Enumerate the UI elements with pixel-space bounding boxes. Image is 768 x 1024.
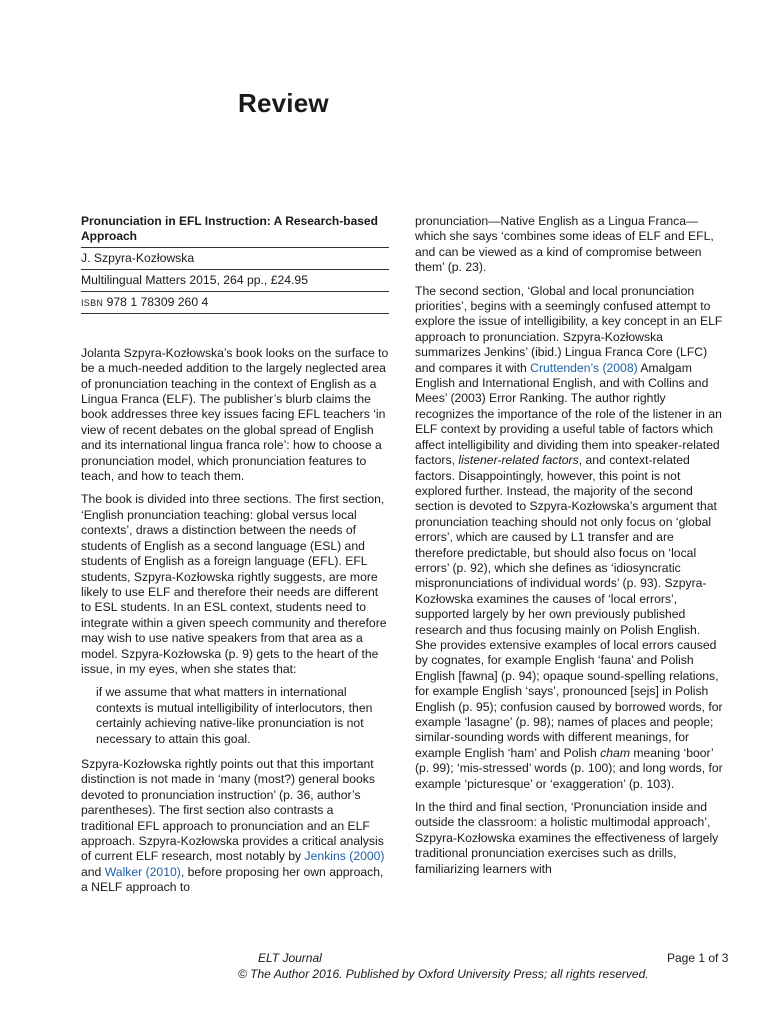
citation-link-cruttenden[interactable]: Cruttenden’s (2008) <box>530 360 638 375</box>
right-paragraph-2-text-b: Amalgam English and International English, and with Collins and Mees’ (2003) Error Ranking. The author rightly recognizes the importance of the role of the listener in an ELF context by providing a useful table of factors which affect intelligibility and dividing them into speaker-related factors, <box>415 360 722 468</box>
page-title: Review <box>238 88 329 118</box>
right-paragraph-2-text-d: meaning ‘boor’ (p. 99); ‘mis-stressed’ words (p. 100); and long words, for example ‘picturesque’ or ‘exaggeration’ (p. 103). <box>415 745 723 791</box>
book-publisher: Multilingual Matters 2015, 264 pp., £24.95 <box>81 269 389 291</box>
book-title: Pronunciation in EFL Instruction: A Research-based Approach <box>81 214 378 244</box>
left-paragraph-1: Jolanta Szpyra-Kozłowska’s book looks on the surface to be a much-needed addition to the largely neglected area of pronunciation teaching in the context of English as a Lingua Franca (ELF). The publisher’s blurb claims the book addresses three key issues facing EFL teachers ‘in view of recent debates on the global spread of English and its international lingua franca role’: how to choose a pronunciation model, which pronunciation features to teach, and how to teach them. <box>81 345 389 484</box>
citation-link-jenkins[interactable]: Jenkins (2000) <box>304 849 385 864</box>
right-paragraph-2-text-a: The second section, ‘Global and local pronunciation priorities’, begins with a seemingly confused attempt to explore the issue of intelligibility, a key concept in an ELF approach to pronunciation. Szpyra-Kozłowska summarizes Jenkins’ (ibid.) Lingua Franca Core (LFC) and compares it with <box>415 283 723 375</box>
left-paragraph-3-text-b: , before proposing her own approach, a NELF approach to <box>81 864 384 895</box>
right-paragraph-2 <box>415 284 725 792</box>
right-paragraph-2-text-c: , and context-related factors. Disappointingly, however, this point is not explored further. Instead, the majority of the second section is devoted to Szpyra-Kozłowska’s argument that pronunciation teaching should not only focus on ‘global errors’, which are caused by L1 transfer and are therefore predictable, but should also focus on ‘local errors’ (p. 92), which she defines as ‘idiosyncratic mispronunciations of individual words’ (p. 93). Szpyra-Kozłowska examines the causes of ‘local errors’, supported largely by her own previously published research and thus focusing mainly on Polish English. She provides extensive examples of local errors caused by cognates, for example English ‘fauna’ and Polish English [fawna] (p. 94); opaque sound-spelling relations, for example English ‘says’, pronounced [sejs] in Polish English (p. 95); confusion caused by borrowed words, for example ‘lasagne’ (p. 98); names of places and people; similar-sounding words with different meanings, for example English ‘ham’ and Polish <box>415 453 723 760</box>
footer-copyright: © The Author 2016. Published by Oxford University Press; all rights reserved. <box>238 967 649 981</box>
left-column <box>81 214 389 904</box>
block-quote: if we assume that what matters in international contexts is mutual intelligibility of interlocutors, then certainly achieving native-like pronunciation is not necessary to attain this goal. <box>96 685 373 746</box>
left-paragraph-3-and: and <box>81 864 105 879</box>
right-paragraph-2-cham: cham <box>600 745 630 760</box>
isbn-label: isbn <box>81 294 104 309</box>
book-author: J. Szpyra-Kozłowska <box>81 247 389 269</box>
book-isbn <box>81 291 389 314</box>
right-paragraph-1: pronunciation—Native English as a Lingua Franca—which she says ‘combines some ideas of ELF and EFL, and can be viewed as a kind of compromise between them’ (p. 23). <box>415 214 714 275</box>
left-paragraph-2: The book is divided into three sections. The first section, ‘English pronunciation teaching: global versus local contexts’, draws a distinction between the needs of students of English as a second language (ESL) and students of English as a foreign language (EFL). EFL students, Szpyra-Kozłowska rightly suggests, are more likely to use ELF and therefore their needs are different to ESL students. In an ESL context, students need to integrate within a given speech community and therefore may wish to use native speakers from that area as a model. Szpyra-Kozłowska (p. 9) gets to the heart of the issue, in my eyes, when she states that: <box>81 492 387 676</box>
footer-journal: ELT Journal <box>258 951 322 965</box>
citation-link-walker[interactable]: Walker (2010) <box>104 864 181 879</box>
isbn-value: 978 1 78309 260 4 <box>106 294 209 309</box>
right-paragraph-3: In the third and final section, ‘Pronunciation inside and outside the classroom: a holistic multimodal approach’, Szpyra-Kozłowska examines the effectiveness of largely traditional pronunciation exercises such as drills, familiarizing learners with <box>415 800 719 876</box>
footer-page-number: Page 1 of 3 <box>667 951 729 965</box>
right-paragraph-2-italic: listener-related factors <box>458 453 579 468</box>
left-paragraph-3-text-a: Szpyra-Kozłowska rightly points out that this important distinction is not made in ‘many (most?) general books devoted to pronunciation instruction’ (p. 36, author’s parentheses). The first section also contrasts a traditional EFL approach to pronunciation and an ELF approach. Szpyra-Kozłowska provides a critical analysis of current ELF research, most notably by <box>81 756 384 864</box>
left-paragraph-3 <box>81 757 389 896</box>
right-column <box>415 214 725 885</box>
